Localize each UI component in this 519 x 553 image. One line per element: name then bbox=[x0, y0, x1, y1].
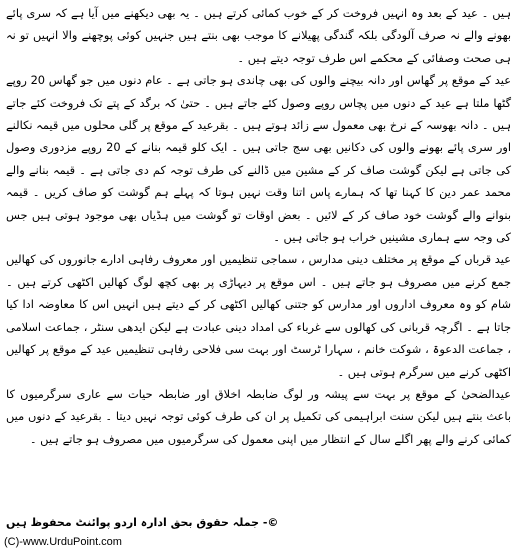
article-paragraph-4: عیدالضحیٰ کے موقع پر بہت سے پیشہ ور لوگ ضابطہ اخلاق اور ضابطہ حیات سے عاری سرگرمیوں کا باعث بنتے ہیں لیکن سنت ابراہیمی کی تکمیل پر ان کی طرف کوئی توجہ نہیں دیتا ۔ بقرعید کے دنوں میں کمائی کرنے والے پھر اگلے سال کے انتظار میں اپنی معمول کی سرگرمیوں میں مصروف ہو جاتے ہیں ۔ bbox=[6, 386, 511, 446]
source-credit: (C)-www.UrduPoint.com bbox=[4, 536, 122, 548]
article-body bbox=[6, 2, 511, 450]
article-paragraph-3: عید قرباں کے موقع پر مختلف دینی مدارس ، سماجی تنظیمیں اور معروف رفاہی ادارے جانوروں کی کھالیں جمع کرنے میں مصروف ہو جاتے ہیں ۔ اس موقع پر دیہاڑی پر بھی کچھ لوگ کھالیں اکٹھی کرتے ہیں ۔ شام کو وہ معروف اداروں اور مدارس کو جتنی کھالیں اکٹھی کر کے دیتے ہیں انہیں اس کا معاوضہ ادا کیا جاتا ہے ۔ اگرچہ قربانی کی کھالوں سے غرباء کی امداد دینی عبادت ہے لیکن ایدھی سنٹر ، جماعت اسلامی ، جماعت الدعوۃ ، شوکت خانم ، سہارا ٹرسٹ اور بہت سی فلاحی رفاہی تنظیمیں عید کے موقع پر کھالیں اکٹھی کرنے میں سرگرم ہوتی ہیں ۔ bbox=[6, 252, 511, 379]
article-paragraph-1: ہیں ۔ عید کے بعد وہ انہیں فروخت کر کے خوب کمائی کرتے ہیں ۔ یہ بھی دیکھنے میں آیا ہے کہ سری پائے بھونے والے نہ صرف آلودگی بلکہ گندگی پھیلانے کا موجب بھی بنتے ہیں جنہیں کوئی پوچھنے والا انہیں تو نہ ہی صحت وصفائی کے محکمے اس طرف توجہ دیتے ہیں ۔ bbox=[6, 6, 511, 65]
article-paragraph-2: عید کے موقع پر گھاس اور دانہ بیچنے والوں کی بھی چاندی ہو جاتی ہے ۔ عام دنوں میں جو گھاس 20 روپے گٹھا ملتا ہے عید کے دنوں میں پچاس روپے وصول کئے جاتے ہیں ۔ حتیٰ کہ برگد کے پتے تک فروخت کئے جاتے ہیں ۔ دانہ بھوسہ کے نرخ بھی معمول سے زائد ہوتے ہیں ۔ بقرعید کے موقع پر گلی محلوں میں قیمہ نکالنے اور سری پائے بھونے والوں کی دکانیں بھی سج جاتی ہیں ۔ ایک کلو قیمہ بنانے کے 20 روپے مزدوری وصول کی جاتی ہے لیکن گوشت صاف کر کے مشین میں ڈالنے کی طرف توجہ کم دی جاتی ہے ۔ قیمہ بنانے والے محمد عمر دین کا کہنا تھا کہ ہمارے پاس اتنا وقت نہیں ہوتا کہ پہلے ہم گوشت کو صاف کریں ۔ قیمہ بنوانے والے گوشت خود صاف کر کے لائیں ۔ بعض اوقات تو گوشت میں ہڈیاں بھی موجود ہوتی ہیں جس کی وجہ سے ہماری مشینیں خراب ہو جاتی ہیں ۔ bbox=[6, 73, 512, 245]
copyright-notice: ©- جملہ حقوق بحق ادارہ اردو پوائنٹ محفوظ ہیں bbox=[6, 516, 279, 529]
